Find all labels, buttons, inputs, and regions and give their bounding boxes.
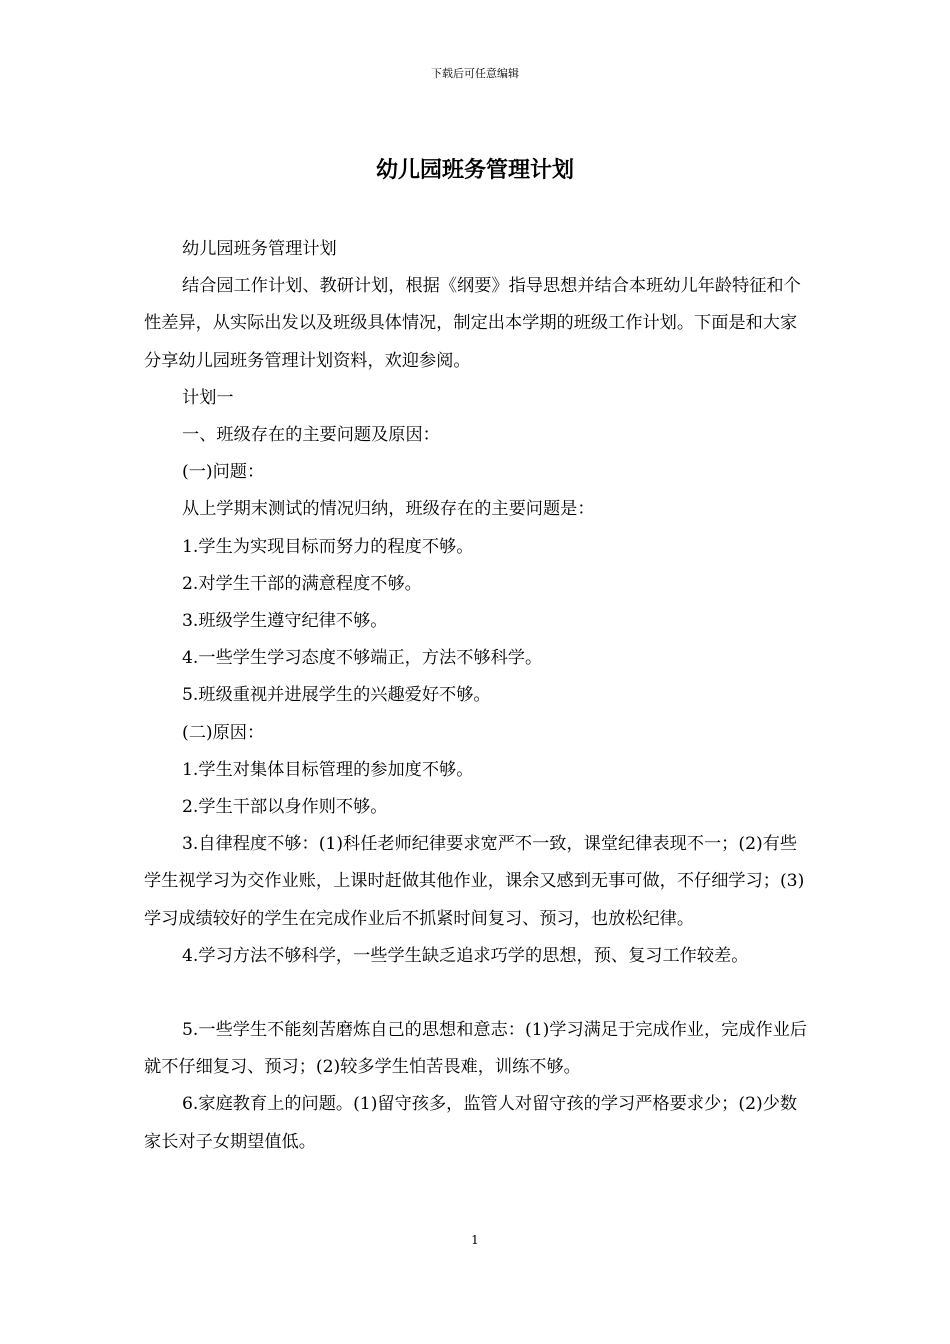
paragraph-summary: 从上学期末测试的情况归纳，班级存在的主要问题是： — [182, 499, 595, 520]
page-header: 下载后可任意编辑 — [431, 67, 519, 80]
cause-item-5: 5.一些学生不能刻苦磨炼自己的思想和意志：(1)学习满足于完成作业，完成作业后就不仔细复习、预习；(2)较多学生怕苦畏难，训练不够。 — [144, 1020, 808, 1078]
problem-item-5: 5.班级重视并进展学生的兴趣爱好不够。 — [182, 685, 491, 706]
section-heading-problems-causes: 一、班级存在的主要问题及原因： — [182, 425, 440, 446]
cause-item-2: 2.学生干部以身作则不够。 — [182, 797, 388, 818]
problem-item-3: 3.班级学生遵守纪律不够。 — [182, 611, 388, 632]
subsection-heading-causes: (二)原因： — [182, 722, 265, 743]
problem-item-4: 4.一些学生学习态度不够端正，方法不够科学。 — [182, 648, 543, 669]
paragraph-intro: 结合园工作计划、教研计划，根据《纲要》指导思想并结合本班幼儿年龄特征和个性差异，从实际出发以及班级具体情况，制定出本学期的班级工作计划。下面是和大家分享幼儿园班务管理计划资料，欢迎参阅。 — [144, 276, 801, 371]
subsection-heading-problems: (一)问题： — [182, 462, 265, 483]
document-title: 幼儿园班务管理计划 — [375, 158, 574, 183]
problem-item-1: 1.学生为实现目标而努力的程度不够。 — [182, 536, 474, 557]
page-number: 1 — [471, 1233, 479, 1247]
cause-item-6: 6.家庭教育上的问题。(1)留守孩多，监管人对留守孩的学习严格要求少；(2)少数家长对子女期望值低。 — [144, 1094, 798, 1152]
paragraph-plan-one: 计划一 — [182, 387, 234, 408]
cause-item-3: 3.自律程度不够：(1)科任老师纪律要求宽严不一致，课堂纪律表现不一；(2)有些学生视学习为交作业账，上课时赶做其他作业，课余又感到无事可做，不仔细学习；(3)学习成绩较好的学生在完成作业后不抓紧时间复习、预习，也放松纪律。 — [144, 834, 805, 929]
paragraph-subtitle: 幼儿园班务管理计划 — [182, 239, 337, 259]
cause-item-1: 1.学生对集体目标管理的参加度不够。 — [182, 759, 474, 780]
document-body — [144, 231, 808, 1161]
cause-item-4: 4.学习方法不够科学，一些学生缺乏追求巧学的思想，预、复习工作较差。 — [182, 945, 749, 966]
problem-item-2: 2.对学生干部的满意程度不够。 — [182, 573, 422, 594]
